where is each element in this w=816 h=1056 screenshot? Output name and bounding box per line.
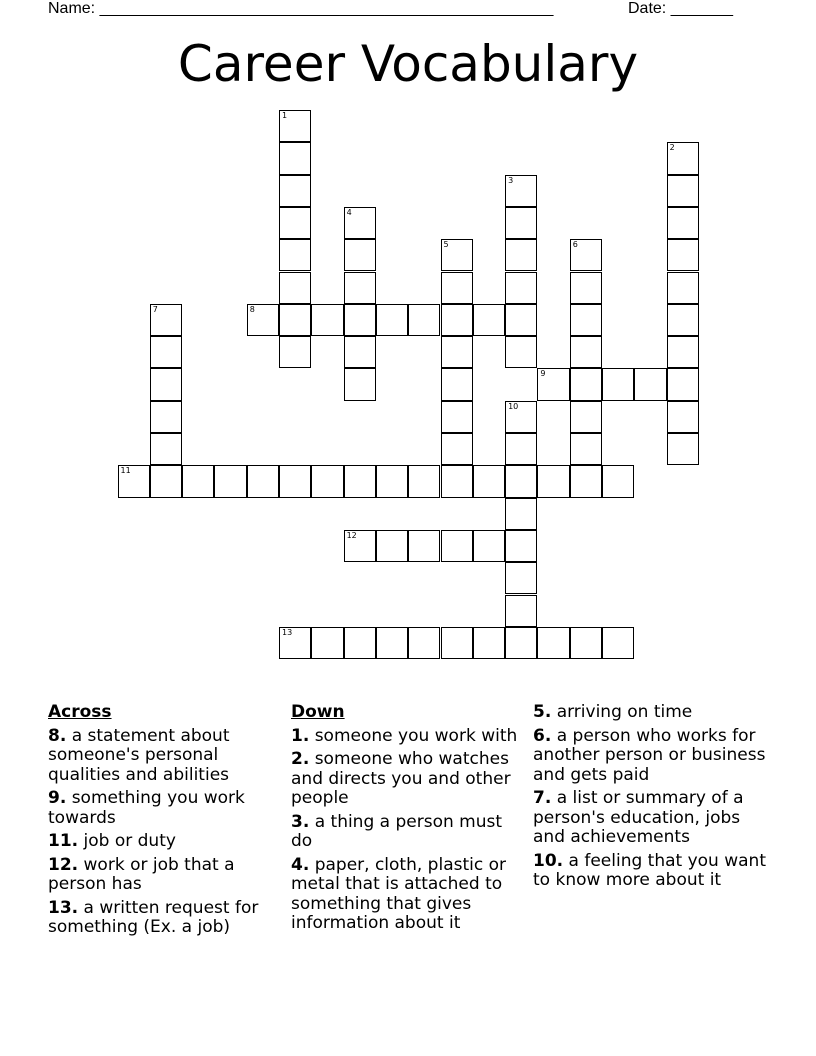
- clue-number: 10.: [533, 850, 564, 871]
- clue-down-10: [533, 852, 773, 891]
- clue-text: a written request for something (Ex. a job): [48, 897, 259, 937]
- cell-number: 8: [249, 304, 255, 314]
- clue-down-7: [533, 789, 773, 848]
- grid-cell[interactable]: [505, 207, 537, 239]
- grid-cell[interactable]: [505, 336, 537, 368]
- grid-cell[interactable]: [344, 272, 376, 304]
- clue-down-5: [533, 703, 773, 723]
- clue-down-4: [291, 856, 521, 934]
- grid-cell[interactable]: [150, 368, 182, 400]
- grid-cell[interactable]: [408, 465, 440, 497]
- clues-column-1: [48, 703, 283, 942]
- grid-cell[interactable]: [570, 239, 602, 271]
- grid-cell[interactable]: [473, 465, 505, 497]
- grid-cell[interactable]: [602, 627, 634, 659]
- grid-cell[interactable]: [376, 627, 408, 659]
- grid-cell[interactable]: [150, 304, 182, 336]
- cell-number: 2: [669, 143, 675, 153]
- grid-cell[interactable]: [344, 336, 376, 368]
- grid-cell[interactable]: [570, 433, 602, 465]
- grid-cell[interactable]: [570, 465, 602, 497]
- grid-cell[interactable]: [537, 368, 569, 400]
- grid-cell[interactable]: [441, 627, 473, 659]
- clue-across-8: [48, 727, 283, 786]
- cell-number: 10: [508, 401, 519, 411]
- clue-down-3: [291, 813, 521, 852]
- clue-down-2: [291, 750, 521, 809]
- grid-cell[interactable]: [505, 465, 537, 497]
- grid-cell[interactable]: [667, 175, 699, 207]
- grid-cell[interactable]: [505, 175, 537, 207]
- clue-across-9: [48, 789, 283, 828]
- grid-cell[interactable]: [602, 465, 634, 497]
- grid-cell[interactable]: [279, 304, 311, 336]
- clues-column-3: [533, 703, 773, 895]
- grid-cell[interactable]: [667, 304, 699, 336]
- grid-cell[interactable]: [441, 304, 473, 336]
- grid-cell[interactable]: [344, 530, 376, 562]
- clue-text: arriving on time: [551, 702, 693, 722]
- clue-text: paper, cloth, plastic or metal that is attached to something that gives information about it: [291, 854, 506, 933]
- clue-number: 4.: [291, 854, 310, 875]
- clue-text: work or job that a person has: [48, 854, 235, 894]
- cell-number: 3: [508, 175, 514, 185]
- grid-cell[interactable]: [279, 175, 311, 207]
- grid-cell[interactable]: [634, 368, 666, 400]
- grid-cell[interactable]: [344, 627, 376, 659]
- cell-number: 6: [572, 240, 578, 250]
- clue-number: 3.: [291, 811, 310, 832]
- name-field: Name: ___________________________________________________: [48, 0, 554, 17]
- grid-cell[interactable]: [408, 530, 440, 562]
- grid-cell[interactable]: [247, 465, 279, 497]
- grid-cell[interactable]: [408, 304, 440, 336]
- grid-cell[interactable]: [505, 498, 537, 530]
- grid-cell[interactable]: [473, 627, 505, 659]
- grid-cell[interactable]: [602, 368, 634, 400]
- clue-across-13: [48, 899, 283, 938]
- grid-cell[interactable]: [441, 272, 473, 304]
- grid-cell[interactable]: [279, 207, 311, 239]
- grid-cell[interactable]: [344, 207, 376, 239]
- grid-cell[interactable]: [441, 368, 473, 400]
- grid-cell[interactable]: [505, 530, 537, 562]
- grid-cell[interactable]: [473, 530, 505, 562]
- grid-cell[interactable]: [182, 465, 214, 497]
- grid-cell[interactable]: [279, 627, 311, 659]
- grid-cell[interactable]: [408, 627, 440, 659]
- cell-number: 13: [282, 627, 293, 637]
- clue-across-12: [48, 856, 283, 895]
- grid-cell[interactable]: [311, 465, 343, 497]
- grid-cell[interactable]: [505, 433, 537, 465]
- grid-cell[interactable]: [570, 401, 602, 433]
- clue-number: 9.: [48, 788, 67, 808]
- clue-down-1: [291, 727, 521, 747]
- clue-number: 13.: [48, 897, 79, 918]
- cell-number: 7: [152, 304, 158, 314]
- clue-across-11: [48, 832, 283, 852]
- clue-text: something you work towards: [48, 788, 245, 828]
- grid-cell[interactable]: [570, 627, 602, 659]
- grid-cell[interactable]: [441, 239, 473, 271]
- clue-text: a statement about someone's personal qualities and abilities: [48, 725, 230, 785]
- grid-cell[interactable]: [570, 272, 602, 304]
- grid-cell[interactable]: [441, 530, 473, 562]
- grid-cell[interactable]: [505, 272, 537, 304]
- date-field: Date: _______: [628, 0, 733, 17]
- grid-cell[interactable]: [344, 304, 376, 336]
- grid-cell[interactable]: [570, 336, 602, 368]
- grid-cell[interactable]: [505, 595, 537, 627]
- clue-number: 5.: [533, 702, 552, 722]
- cell-number: 12: [346, 530, 357, 540]
- grid-cell[interactable]: [505, 627, 537, 659]
- grid-cell[interactable]: [311, 627, 343, 659]
- clue-text: a person who works for another person or business and gets paid: [533, 725, 766, 785]
- grid-cell[interactable]: [344, 368, 376, 400]
- grid-cell[interactable]: [537, 465, 569, 497]
- clue-number: 11.: [48, 831, 79, 851]
- grid-cell[interactable]: [279, 142, 311, 174]
- clue-number: 1.: [291, 725, 310, 746]
- clue-number: 6.: [533, 725, 552, 746]
- grid-cell[interactable]: [570, 304, 602, 336]
- clue-text: a thing a person must do: [291, 811, 503, 851]
- clue-text: a feeling that you want to know more about it: [533, 850, 766, 890]
- grid-cell[interactable]: [537, 627, 569, 659]
- grid-cell[interactable]: [667, 239, 699, 271]
- clue-text: someone you work with: [309, 725, 518, 746]
- grid-cell[interactable]: [441, 433, 473, 465]
- grid-cell[interactable]: [441, 465, 473, 497]
- clue-down-6: [533, 727, 773, 786]
- grid-cell[interactable]: [344, 465, 376, 497]
- grid-cell[interactable]: [376, 304, 408, 336]
- clue-text: job or duty: [78, 831, 176, 851]
- down-heading: Down: [291, 702, 345, 722]
- clue-text: someone who watches and directs you and other people: [291, 749, 511, 808]
- grid-cell[interactable]: [667, 401, 699, 433]
- grid-cell[interactable]: [150, 433, 182, 465]
- grid-cell[interactable]: [150, 401, 182, 433]
- grid-cell[interactable]: [279, 239, 311, 271]
- grid-cell[interactable]: [667, 142, 699, 174]
- grid-cell[interactable]: [505, 239, 537, 271]
- clues-column-2: [291, 703, 521, 938]
- grid-cell[interactable]: [441, 401, 473, 433]
- grid-cell[interactable]: [667, 433, 699, 465]
- grid-cell[interactable]: [376, 530, 408, 562]
- grid-cell[interactable]: [279, 336, 311, 368]
- cell-number: 9: [540, 369, 546, 379]
- grid-cell[interactable]: [279, 272, 311, 304]
- clue-number: 12.: [48, 854, 79, 875]
- across-heading: Across: [48, 702, 112, 722]
- cell-number: 4: [346, 207, 352, 217]
- grid-cell[interactable]: [505, 304, 537, 336]
- grid-cell[interactable]: [247, 304, 279, 336]
- grid-cell[interactable]: [118, 465, 150, 497]
- grid-cell[interactable]: [667, 272, 699, 304]
- grid-cell[interactable]: [279, 465, 311, 497]
- grid-cell[interactable]: [150, 465, 182, 497]
- clue-number: 7.: [533, 788, 552, 808]
- clue-number: 2.: [291, 749, 310, 769]
- grid-cell[interactable]: [505, 401, 537, 433]
- grid-cell[interactable]: [667, 368, 699, 400]
- clue-number: 8.: [48, 725, 67, 746]
- grid-cell[interactable]: [570, 368, 602, 400]
- grid-cell[interactable]: [150, 336, 182, 368]
- clue-text: a list or summary of a person's education, jobs and achievements: [533, 788, 744, 847]
- cell-number: 1: [282, 111, 288, 120]
- grid-cell[interactable]: [473, 304, 505, 336]
- grid-cell[interactable]: [214, 465, 246, 497]
- page-title: Career Vocabulary: [177, 35, 639, 93]
- grid-cell[interactable]: [441, 336, 473, 368]
- grid-cell[interactable]: [376, 465, 408, 497]
- grid-cell[interactable]: [344, 239, 376, 271]
- cell-number: 5: [443, 240, 449, 250]
- grid-cell[interactable]: [667, 336, 699, 368]
- grid-cell[interactable]: [505, 562, 537, 594]
- grid-cell[interactable]: [311, 304, 343, 336]
- grid-cell[interactable]: [667, 207, 699, 239]
- grid-cell[interactable]: [279, 110, 311, 142]
- cell-number: 11: [120, 466, 131, 476]
